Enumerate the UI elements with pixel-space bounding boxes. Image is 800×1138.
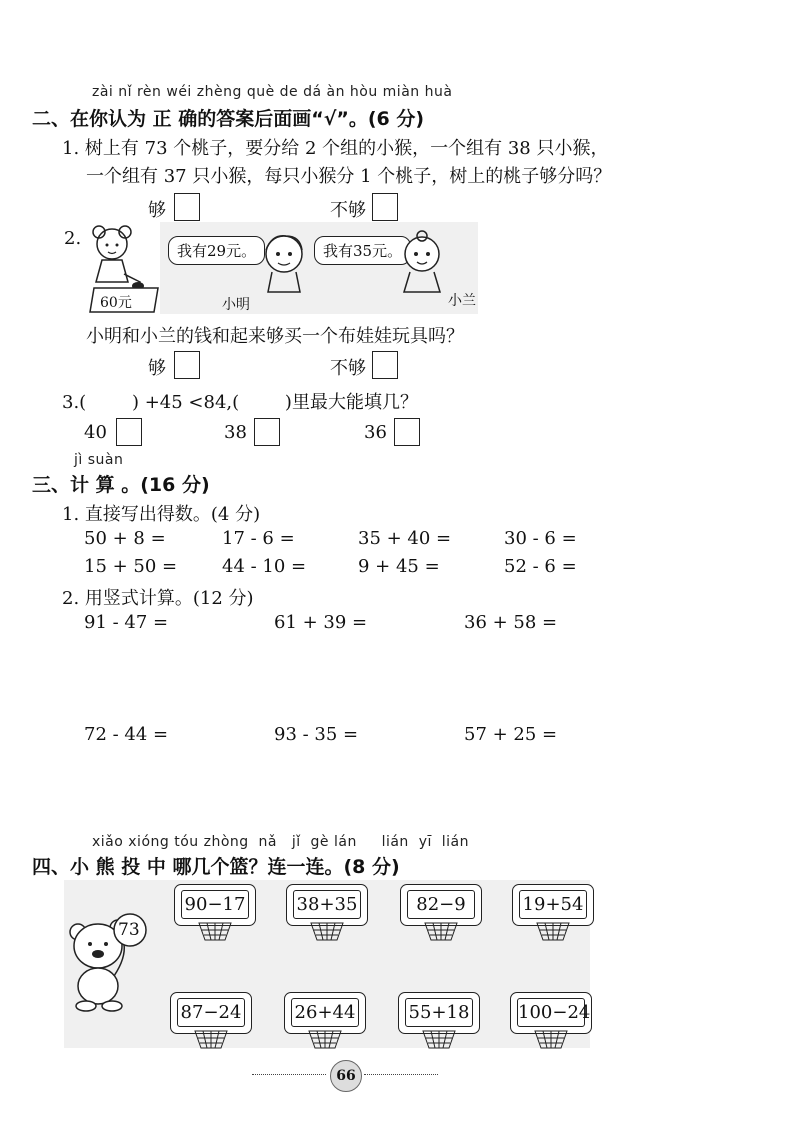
- q1-line2: 一个组有 37 只小猴，每只小猴分 1 个桃子，树上的桃子够分吗？: [86, 166, 612, 187]
- calc-item: 9 + 45 =: [358, 556, 440, 577]
- basket[interactable]: [174, 884, 256, 950]
- q3-option-40: 40: [84, 422, 107, 443]
- section3-heading: 三、计 算 。(16 分): [32, 474, 210, 496]
- q1-no-checkbox[interactable]: [372, 193, 398, 221]
- calc-item: 17 - 6 =: [222, 528, 295, 549]
- net-icon: [198, 922, 232, 942]
- section4-pinyin: xiǎo xióng tóu zhòng nǎ jǐ gè lán lián yī lián: [92, 834, 470, 850]
- q1-line1: 1. 树上有 73 个桃子，要分给 2 个组的小猴，一个组有 38 只小猴，: [62, 138, 609, 159]
- sub2-title: 2. 用竖式计算。(12 分): [62, 588, 254, 609]
- section2-pinyin: zài nǐ rèn wéi zhèng què de dá àn hòu miàn huà: [92, 84, 453, 100]
- vertical-calc-item: 72 - 44 =: [84, 724, 169, 745]
- section3-pinyin: jì suàn: [74, 452, 124, 468]
- calc-item: 50 + 8 =: [84, 528, 166, 549]
- basket-label: 87−24: [177, 998, 245, 1027]
- vertical-calc-item: 93 - 35 =: [274, 724, 359, 745]
- price-tag-label: 60元: [100, 295, 132, 311]
- name-xiaoming: 小明: [222, 297, 250, 313]
- q2-question: 小明和小兰的钱和起来够买一个布娃娃玩具吗？: [86, 326, 464, 347]
- q3-40-checkbox[interactable]: [116, 418, 142, 446]
- basket-label: 90−17: [181, 890, 249, 919]
- bubble-ming: 我有29元。: [168, 236, 265, 265]
- vertical-calc-item: 36 + 58 =: [464, 612, 558, 633]
- basket-label: 38+35: [293, 890, 361, 919]
- calc-item: 44 - 10 =: [222, 556, 307, 577]
- basket-label: 55+18: [405, 998, 473, 1027]
- basket[interactable]: [512, 884, 594, 950]
- basket-board: [286, 884, 368, 926]
- xiaoming-icon: [258, 230, 308, 296]
- q3-option-36: 36: [364, 422, 387, 443]
- basket-board: [170, 992, 252, 1034]
- calc-item: 35 + 40 =: [358, 528, 452, 549]
- q3-38-checkbox[interactable]: [254, 418, 280, 446]
- basket-board: [510, 992, 592, 1034]
- basket-board: [284, 992, 366, 1034]
- net-icon: [422, 1030, 456, 1050]
- vertical-calc-item: 57 + 25 =: [464, 724, 558, 745]
- net-icon: [424, 922, 458, 942]
- basket[interactable]: [170, 992, 252, 1058]
- q3-question: 3.( ) +45 <84,( )里最大能填几？: [62, 392, 418, 413]
- page-number: 66: [330, 1060, 362, 1092]
- net-icon: [536, 922, 570, 942]
- name-xiaolan: 小兰: [448, 293, 476, 309]
- basket-label: 100−24: [517, 998, 585, 1027]
- xiaolan-icon: [398, 230, 448, 296]
- vertical-calc-item: 91 - 47 =: [84, 612, 169, 633]
- basket[interactable]: [286, 884, 368, 950]
- basket-label: 82−9: [407, 890, 475, 919]
- q1-option-no-label: 不够: [330, 200, 366, 221]
- net-icon: [194, 1030, 228, 1050]
- q2-number: 2.: [64, 228, 82, 249]
- sub1-title: 1. 直接写出得数。(4 分): [62, 504, 261, 525]
- q2-option-yes-label: 够: [148, 358, 166, 379]
- vertical-calc-item: 61 + 39 =: [274, 612, 368, 633]
- basket[interactable]: [398, 992, 480, 1058]
- basket-board: [174, 884, 256, 926]
- q3-option-38: 38: [224, 422, 247, 443]
- basket-board: [398, 992, 480, 1034]
- q3-36-checkbox[interactable]: [394, 418, 420, 446]
- basket[interactable]: [284, 992, 366, 1058]
- bubble-lan: 我有35元。: [314, 236, 411, 265]
- basket[interactable]: [510, 992, 592, 1058]
- calc-item: 30 - 6 =: [504, 528, 577, 549]
- footer-dots-right: [364, 1074, 438, 1075]
- calc-item: 15 + 50 =: [84, 556, 178, 577]
- basket-label: 26+44: [291, 998, 359, 1027]
- q1-yes-checkbox[interactable]: [174, 193, 200, 221]
- net-icon: [534, 1030, 568, 1050]
- calc-item: 52 - 6 =: [504, 556, 577, 577]
- basket-board: [512, 884, 594, 926]
- q2-option-no-label: 不够: [330, 358, 366, 379]
- basket[interactable]: [400, 884, 482, 950]
- section2-heading: 二、在你认为 正 确的答案后面画“√”。(6 分): [32, 108, 425, 130]
- section4-heading: 四、小 熊 投 中 哪几个篮？连一连。(8 分): [32, 856, 400, 878]
- net-icon: [310, 922, 344, 942]
- basket-label: 19+54: [519, 890, 587, 919]
- q2-no-checkbox[interactable]: [372, 351, 398, 379]
- net-icon: [308, 1030, 342, 1050]
- basket-board: [400, 884, 482, 926]
- q2-yes-checkbox[interactable]: [174, 351, 200, 379]
- bear-number: 73: [118, 920, 140, 940]
- q1-option-yes-label: 够: [148, 200, 166, 221]
- footer-dots-left: [252, 1074, 326, 1075]
